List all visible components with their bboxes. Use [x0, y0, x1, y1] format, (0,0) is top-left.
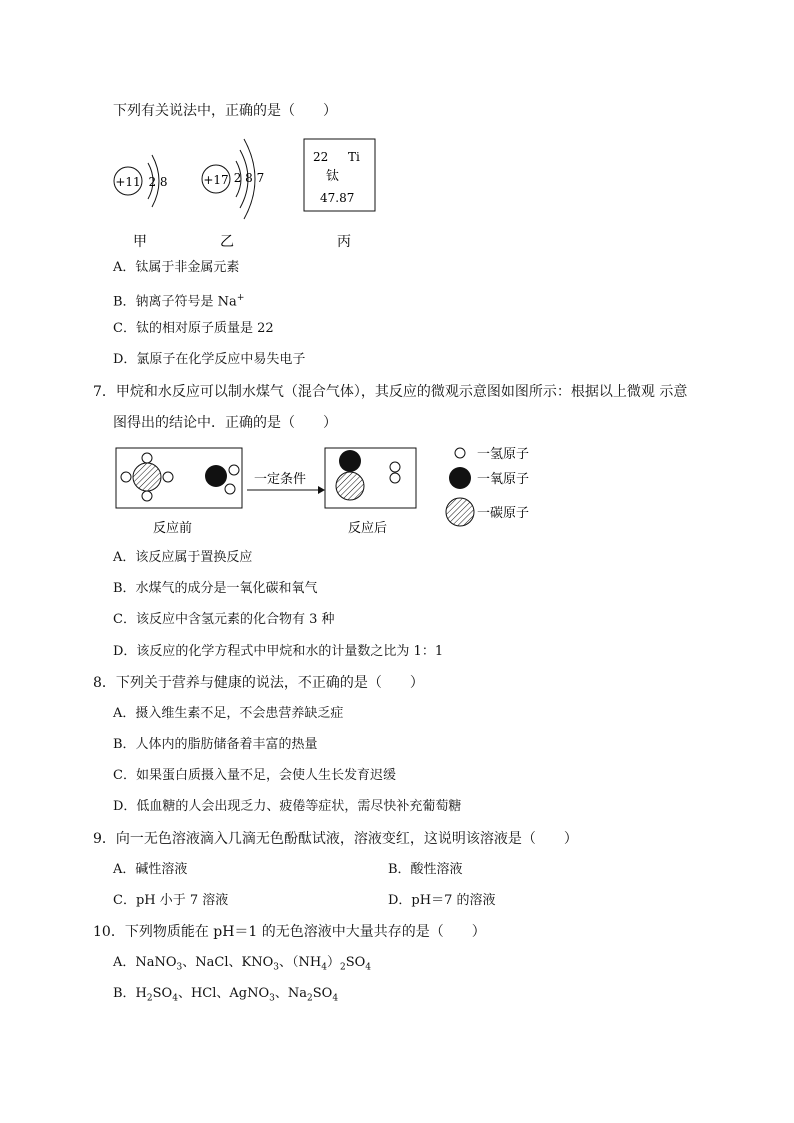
legend-oxygen: 一氧原子: [477, 472, 530, 487]
q8-option-a: A．摄入维生素不足，不会患营养缺乏症: [113, 706, 344, 721]
q6-figure: [0, 125, 794, 385]
q7-stem-line1: 7．甲烷和水反应可以制水煤气（混合气体），其反应的微观示意图如图所示：根据以上微观 示意: [93, 384, 688, 400]
q7-option-d: D．该反应的化学方程式中甲烷和水的计量数之比为 1：1: [113, 644, 444, 659]
label-yi: 乙: [220, 234, 234, 250]
after-label: 反应后: [348, 521, 388, 536]
q7-option-c: C．该反应中含氢元素的化合物有 3 种: [113, 612, 335, 627]
q9-option-b: B．酸性溶液: [388, 862, 463, 877]
q9-stem: 9．向一无色溶液滴入几滴无色酚酞试液，溶液变红，这说明该溶液是（ ）: [93, 831, 578, 847]
q7-stem-line2: 图得出的结论中．正确的是（ ）: [113, 415, 337, 431]
before-label: 反应前: [153, 521, 193, 536]
sodium-atom-diagram: [114, 155, 168, 207]
q10-option-b: B．$H_2SO_4$、HCl、AgNO$_3$、$Na_2SO_4$: [113, 986, 339, 1004]
q7-option-a: A．该反应属于置换反应: [113, 550, 253, 565]
q7-option-b: B．水煤气的成分是一氧化碳和氧气: [113, 581, 318, 596]
q6-option-a: A．钛属于非金属元素: [113, 260, 240, 275]
q9-option-d: D．pH＝7 的溶液: [388, 893, 496, 908]
q7-reaction-diagram: [0, 440, 794, 550]
q8-option-c: C．如果蛋白质摄入量不足，会使人生长发育迟缓: [113, 768, 396, 783]
q10-stem: 10．下列物质能在 pH＝1 的无色溶液中大量共存的是（ ）: [93, 924, 486, 940]
element-number: 22: [313, 150, 329, 164]
element-symbol: Ti: [348, 150, 360, 164]
q8-stem: 8．下列关于营养与健康的说法，不正确的是（ ）: [93, 675, 424, 691]
q8-option-d: D．低血糖的人会出现乏力、疲倦等症状，需尽快补充葡萄糖: [113, 799, 462, 814]
q10-option-a: A．NaNO$_3$、NaCl、$KNO_3$、$(NH_4)_2SO_4$: [113, 955, 372, 973]
label-jia: 甲: [133, 234, 147, 250]
element-name: 钛: [326, 169, 340, 184]
q6-option-c: C．钛的相对原子质量是 22: [113, 321, 274, 336]
sodium-shell-label: 2 8: [148, 175, 168, 189]
chlorine-atom-diagram: [202, 139, 264, 219]
titanium-element-cell: [304, 139, 375, 211]
chlorine-nucleus-label: +17: [203, 173, 229, 187]
chlorine-shell-label: 2 8 7: [233, 171, 265, 185]
q9-option-a: A．碱性溶液: [113, 862, 188, 877]
q9-option-c: C．pH 小于 7 溶液: [113, 893, 229, 908]
element-mass: 47.87: [320, 191, 355, 205]
label-bing: 丙: [337, 234, 351, 250]
q6-stem: 下列有关说法中，正确的是（ ）: [113, 103, 337, 119]
legend-carbon: 一碳原子: [477, 506, 530, 521]
q8-option-b: B．人体内的脂肪储备着丰富的热量: [113, 737, 318, 752]
sodium-nucleus-label: +11: [115, 175, 141, 189]
q6-option-d: D．氯原子在化学反应中易失电子: [113, 352, 306, 367]
q6-option-b: B．钠离子符号是 Na+: [113, 293, 245, 310]
reaction-condition: 一定条件: [254, 472, 307, 487]
legend-hydrogen: 一氢原子: [477, 447, 530, 462]
